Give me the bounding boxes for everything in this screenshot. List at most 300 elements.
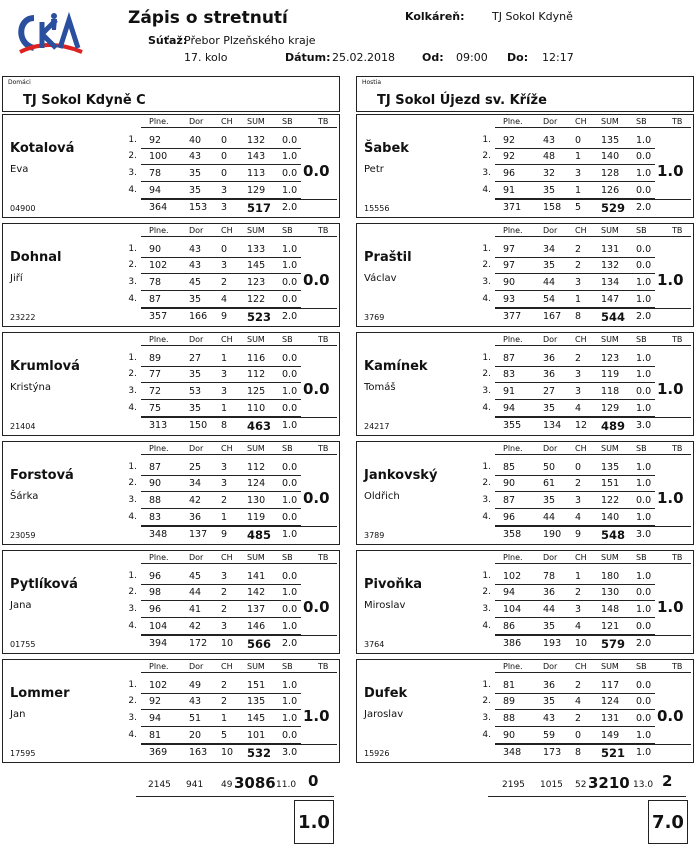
- cell: 135: [601, 462, 620, 473]
- cell: 151: [247, 680, 266, 691]
- player-first-name: Eva: [10, 164, 29, 175]
- col-header: SB: [636, 226, 647, 235]
- row-number: 4.: [128, 185, 137, 195]
- cell: 118: [601, 386, 620, 397]
- col-header: SB: [282, 117, 293, 126]
- player-surname: Praštil: [364, 250, 412, 265]
- cell: 43: [189, 696, 202, 707]
- cell: 78: [149, 168, 162, 179]
- away-team-box: [356, 76, 694, 112]
- home-caption: Domáci: [8, 79, 31, 86]
- cell: 3: [575, 168, 582, 179]
- away-player-box: [356, 441, 694, 545]
- cell: 92: [503, 135, 516, 146]
- col-header: TB: [672, 335, 683, 344]
- cell: 45: [189, 571, 202, 582]
- total-cell: 1.0: [282, 529, 298, 540]
- cell: 36: [189, 512, 202, 523]
- player-first-name: Jaroslav: [364, 709, 404, 720]
- player-registration: 04900: [10, 204, 36, 213]
- cell: 72: [149, 386, 162, 397]
- away-grand-sb: 13.0: [633, 780, 654, 790]
- cell: 2: [221, 604, 228, 615]
- cell: 140: [601, 512, 620, 523]
- cell: 97: [503, 244, 516, 255]
- player-surname: Lommer: [10, 686, 70, 701]
- home-grand-tb: 0: [308, 772, 319, 790]
- cell: 1: [575, 185, 582, 196]
- cell: 1.0: [636, 403, 652, 414]
- row-line: [495, 164, 655, 165]
- cell: 121: [601, 621, 620, 632]
- cell: 1.0: [282, 151, 298, 162]
- row-number: 1.: [128, 353, 137, 363]
- away-grand-plne: 2195: [502, 780, 525, 790]
- player-points: 0.0: [303, 162, 330, 180]
- row-line: [141, 257, 301, 258]
- cell: 149: [601, 730, 620, 741]
- cell: 3: [221, 386, 228, 397]
- col-header: TB: [318, 335, 329, 344]
- cell: 44: [543, 277, 556, 288]
- cell: 44: [543, 604, 556, 615]
- total-line: [495, 526, 691, 527]
- header-line: [495, 454, 691, 455]
- cell: 4: [221, 294, 228, 305]
- col-header: TB: [672, 553, 683, 562]
- total-cell: 137: [189, 529, 208, 540]
- to-value: 12:17: [542, 51, 574, 64]
- total-cell: 355: [503, 420, 522, 431]
- cell: 1.0: [282, 495, 298, 506]
- cell: 135: [247, 696, 266, 707]
- col-header: SUM: [601, 553, 619, 562]
- row-line: [495, 148, 655, 149]
- club-logo-icon: [12, 12, 86, 58]
- cell: 2: [575, 478, 582, 489]
- row-line: [141, 273, 301, 274]
- cell: 96: [503, 512, 516, 523]
- player-first-name: Jan: [10, 709, 26, 720]
- row-number: 3.: [482, 168, 491, 178]
- header-line: [141, 127, 337, 128]
- row-number: 2.: [128, 369, 137, 379]
- from-value: 09:00: [456, 51, 488, 64]
- total-line: [495, 199, 691, 200]
- cell: 88: [149, 495, 162, 506]
- cell: 41: [189, 604, 202, 615]
- player-points: 1.0: [657, 489, 684, 507]
- cell: 42: [189, 495, 202, 506]
- cell: 102: [503, 571, 522, 582]
- cell: 1.0: [282, 696, 298, 707]
- cell: 0: [221, 244, 228, 255]
- cell: 89: [149, 353, 162, 364]
- row-number: 4.: [482, 512, 491, 522]
- cell: 113: [247, 168, 266, 179]
- cell: 20: [189, 730, 202, 741]
- row-number: 4.: [128, 403, 137, 413]
- col-header: Dor: [543, 444, 558, 453]
- row-line: [495, 693, 655, 694]
- player-first-name: Jana: [10, 600, 32, 611]
- cell: 96: [149, 604, 162, 615]
- cell: 42: [189, 621, 202, 632]
- row-line: [141, 148, 301, 149]
- cell: 53: [189, 386, 202, 397]
- row-number: 1.: [482, 244, 491, 254]
- cell: 2: [575, 244, 582, 255]
- away-player-box: [356, 223, 694, 327]
- player-surname: Dufek: [364, 686, 408, 701]
- row-line: [495, 709, 655, 710]
- cell: 135: [601, 135, 620, 146]
- cell: 88: [503, 713, 516, 724]
- player-registration: 23222: [10, 313, 36, 322]
- col-header: SUM: [247, 117, 265, 126]
- cell: 1.0: [282, 386, 298, 397]
- cell: 1.0: [636, 730, 652, 741]
- cell: 2: [575, 680, 582, 691]
- col-header: Dor: [189, 662, 204, 671]
- cell: 94: [149, 713, 162, 724]
- total-cell: 463: [247, 419, 272, 433]
- cell: 4: [575, 696, 582, 707]
- row-line: [141, 709, 301, 710]
- row-line: [495, 290, 655, 291]
- cell: 35: [189, 185, 202, 196]
- cell: 2: [575, 587, 582, 598]
- total-cell: 150: [189, 420, 208, 431]
- cell: 125: [247, 386, 266, 397]
- home-grand-sum: 3086: [234, 774, 276, 792]
- row-number: 3.: [482, 495, 491, 505]
- alley-label: Kolkáreň:: [405, 10, 465, 23]
- total-cell: 166: [189, 311, 208, 322]
- cell: 83: [503, 369, 516, 380]
- col-header: TB: [672, 117, 683, 126]
- cell: 2: [221, 277, 228, 288]
- cell: 40: [189, 135, 202, 146]
- player-registration: 3789: [364, 531, 385, 540]
- cell: 75: [149, 403, 162, 414]
- player-registration: 23059: [10, 531, 36, 540]
- col-header: SUM: [601, 226, 619, 235]
- row-number: 1.: [128, 462, 137, 472]
- row-line: [141, 491, 301, 492]
- total-line: [495, 308, 691, 309]
- row-number: 1.: [482, 353, 491, 363]
- cell: 87: [503, 495, 516, 506]
- cell: 94: [149, 185, 162, 196]
- cell: 1: [221, 713, 228, 724]
- total-cell: 167: [543, 311, 562, 322]
- player-first-name: Šárka: [10, 491, 39, 502]
- cell: 0: [221, 151, 228, 162]
- col-header: CH: [575, 662, 587, 671]
- cell: 32: [543, 168, 556, 179]
- row-number: 4.: [128, 730, 137, 740]
- cell: 124: [601, 696, 620, 707]
- cell: 2: [221, 680, 228, 691]
- row-number: 2.: [128, 696, 137, 706]
- away-player-box: [356, 659, 694, 763]
- cell: 86: [503, 621, 516, 632]
- row-number: 1.: [482, 135, 491, 145]
- row-number: 3.: [128, 604, 137, 614]
- col-header: Plne.: [149, 553, 169, 562]
- row-line: [495, 273, 655, 274]
- cell: 35: [543, 696, 556, 707]
- player-first-name: Jiří: [10, 273, 23, 284]
- player-registration: 21404: [10, 422, 36, 431]
- row-number: 1.: [128, 571, 137, 581]
- player-first-name: Václav: [364, 273, 397, 284]
- cell: 0.0: [282, 168, 298, 179]
- row-line: [495, 617, 655, 618]
- cell: 0.0: [636, 680, 652, 691]
- cell: 112: [247, 462, 266, 473]
- player-registration: 15556: [364, 204, 390, 213]
- cell: 85: [503, 462, 516, 473]
- away-final-score: 7.0: [648, 800, 688, 844]
- cell: 27: [543, 386, 556, 397]
- cell: 3: [221, 621, 228, 632]
- header-line: [495, 563, 691, 564]
- cell: 1.0: [282, 587, 298, 598]
- player-points: 1.0: [657, 380, 684, 398]
- total-cell: 348: [149, 529, 168, 540]
- total-line: [141, 199, 337, 200]
- cell: 0.0: [282, 571, 298, 582]
- player-points: 0.0: [303, 380, 330, 398]
- player-surname: Pytlíková: [10, 577, 78, 592]
- col-header: CH: [221, 662, 233, 671]
- row-number: 1.: [482, 571, 491, 581]
- col-header: TB: [672, 226, 683, 235]
- col-header: Dor: [543, 553, 558, 562]
- cell: 0.0: [636, 386, 652, 397]
- row-line: [141, 181, 301, 182]
- row-line: [495, 726, 655, 727]
- cell: 1.0: [636, 168, 652, 179]
- col-header: SB: [282, 662, 293, 671]
- cell: 3: [221, 185, 228, 196]
- cell: 48: [543, 151, 556, 162]
- cell: 77: [149, 369, 162, 380]
- alley-value: TJ Sokol Kdyně: [492, 10, 573, 23]
- cell: 43: [189, 151, 202, 162]
- total-cell: 10: [575, 638, 588, 649]
- home-player-box: [2, 114, 340, 218]
- cell: 1.0: [282, 680, 298, 691]
- cell: 83: [149, 512, 162, 523]
- cell: 4: [575, 403, 582, 414]
- col-header: CH: [575, 117, 587, 126]
- cell: 102: [149, 680, 168, 691]
- cell: 145: [247, 713, 266, 724]
- total-cell: 2.0: [636, 311, 652, 322]
- cell: 129: [601, 403, 620, 414]
- row-line: [141, 290, 301, 291]
- player-first-name: Petr: [364, 164, 384, 175]
- total-cell: 532: [247, 746, 272, 760]
- col-header: Plne.: [149, 444, 169, 453]
- cell: 3: [221, 462, 228, 473]
- cell: 1.0: [282, 713, 298, 724]
- cell: 143: [247, 151, 266, 162]
- col-header: Dor: [543, 117, 558, 126]
- col-header: TB: [318, 226, 329, 235]
- cell: 2: [221, 587, 228, 598]
- col-header: Plne.: [503, 553, 523, 562]
- cell: 35: [189, 294, 202, 305]
- round-value: 17. kolo: [184, 51, 228, 64]
- cell: 3: [221, 260, 228, 271]
- cell: 59: [543, 730, 556, 741]
- cell: 100: [149, 151, 168, 162]
- player-points: 0.0: [303, 598, 330, 616]
- cell: 3: [575, 386, 582, 397]
- col-header: SUM: [247, 226, 265, 235]
- row-number: 2.: [128, 587, 137, 597]
- header-line: [141, 454, 337, 455]
- row-number: 4.: [482, 403, 491, 413]
- cell: 1.0: [636, 462, 652, 473]
- total-cell: 579: [601, 637, 626, 651]
- total-cell: 3.0: [282, 747, 298, 758]
- player-points: 0.0: [303, 271, 330, 289]
- total-cell: 190: [543, 529, 562, 540]
- home-player-box: [2, 223, 340, 327]
- row-number: 2.: [482, 369, 491, 379]
- total-cell: 1.0: [282, 420, 298, 431]
- header-line: [495, 345, 691, 346]
- cell: 2: [575, 353, 582, 364]
- competition-value: Přebor Plzeňského kraje: [184, 34, 316, 47]
- header-line: [141, 236, 337, 237]
- page-title: Zápis o stretnutí: [128, 8, 288, 28]
- from-label: Od:: [422, 51, 444, 64]
- to-label: Do:: [507, 51, 529, 64]
- cell: 1.0: [636, 353, 652, 364]
- row-line: [141, 399, 301, 400]
- cell: 91: [503, 185, 516, 196]
- row-number: 3.: [128, 713, 137, 723]
- row-number: 2.: [128, 260, 137, 270]
- cell: 123: [247, 277, 266, 288]
- total-cell: 529: [601, 201, 626, 215]
- cell: 1.0: [636, 294, 652, 305]
- away-grand-sum: 3210: [588, 774, 630, 792]
- cell: 78: [543, 571, 556, 582]
- cell: 35: [189, 403, 202, 414]
- col-header: SB: [282, 553, 293, 562]
- row-number: 3.: [128, 386, 137, 396]
- total-cell: 386: [503, 638, 522, 649]
- player-first-name: Miroslav: [364, 600, 406, 611]
- col-header: Plne.: [149, 226, 169, 235]
- row-number: 1.: [128, 680, 137, 690]
- total-cell: 544: [601, 310, 626, 324]
- cell: 1.0: [636, 277, 652, 288]
- cell: 87: [149, 294, 162, 305]
- cell: 89: [503, 696, 516, 707]
- total-cell: 489: [601, 419, 626, 433]
- row-number: 4.: [482, 621, 491, 631]
- cell: 27: [189, 353, 202, 364]
- cell: 90: [149, 244, 162, 255]
- total-line: [495, 417, 691, 418]
- cell: 0: [575, 135, 582, 146]
- col-header: CH: [221, 117, 233, 126]
- col-header: CH: [575, 553, 587, 562]
- total-line: [495, 744, 691, 745]
- total-cell: 3.0: [636, 420, 652, 431]
- total-cell: 2.0: [282, 202, 298, 213]
- total-line: [141, 526, 337, 527]
- col-header: SB: [636, 117, 647, 126]
- col-header: SUM: [601, 117, 619, 126]
- row-number: 3.: [128, 277, 137, 287]
- cell: 1: [575, 294, 582, 305]
- player-surname: Krumlová: [10, 359, 80, 374]
- header-line: [495, 236, 691, 237]
- row-number: 2.: [482, 696, 491, 706]
- cell: 34: [189, 478, 202, 489]
- col-header: Dor: [189, 444, 204, 453]
- row-line: [495, 399, 655, 400]
- cell: 92: [149, 696, 162, 707]
- home-player-box: [2, 659, 340, 763]
- cell: 87: [149, 462, 162, 473]
- row-number: 3.: [482, 713, 491, 723]
- col-header: SB: [636, 444, 647, 453]
- header-line: [495, 672, 691, 673]
- cell: 54: [543, 294, 556, 305]
- cell: 81: [149, 730, 162, 741]
- total-cell: 173: [543, 747, 562, 758]
- home-grand-ch: 49: [221, 780, 233, 790]
- cell: 130: [601, 587, 620, 598]
- cell: 112: [247, 369, 266, 380]
- col-header: Plne.: [149, 662, 169, 671]
- cell: 0.0: [636, 260, 652, 271]
- cell: 0.0: [636, 621, 652, 632]
- row-line: [141, 584, 301, 585]
- cell: 137: [247, 604, 266, 615]
- away-player-box: [356, 332, 694, 436]
- row-number: 1.: [482, 462, 491, 472]
- cell: 119: [601, 369, 620, 380]
- total-cell: 8: [575, 747, 582, 758]
- player-points: 0.0: [303, 489, 330, 507]
- total-cell: 3: [221, 202, 228, 213]
- cell: 1.0: [282, 185, 298, 196]
- cell: 0: [221, 168, 228, 179]
- total-cell: 394: [149, 638, 168, 649]
- cell: 0.0: [636, 244, 652, 255]
- away-grand-tb: 2: [662, 772, 673, 790]
- cell: 91: [503, 386, 516, 397]
- total-cell: 377: [503, 311, 522, 322]
- cell: 94: [503, 587, 516, 598]
- row-line: [495, 257, 655, 258]
- away-grand-dor: 1015: [540, 780, 563, 790]
- total-line: [141, 308, 337, 309]
- col-header: SUM: [601, 444, 619, 453]
- cell: 141: [247, 571, 266, 582]
